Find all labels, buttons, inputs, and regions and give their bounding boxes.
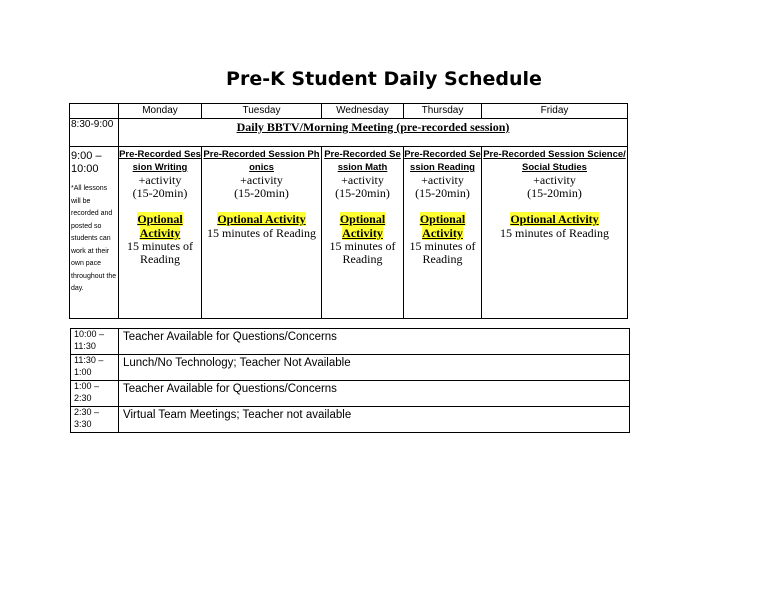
day-header-row [70, 104, 628, 119]
reading-text: 15 minutes of Reading [409, 239, 476, 266]
lesson-cell-wednesday [322, 147, 404, 319]
time-cell: 11:30 – 1:00 [71, 355, 119, 381]
time-cell: 2:30 – 3:30 [71, 407, 119, 433]
day-header: Friday [482, 104, 628, 119]
page-title: Pre-K Student Daily Schedule [226, 68, 542, 90]
day-header: Tuesday [202, 104, 322, 119]
availability-text: Virtual Team Meetings; Teacher not available [119, 407, 630, 433]
table-row [71, 355, 630, 381]
lesson-cell-tuesday [202, 147, 322, 319]
day-header: Thursday [404, 104, 482, 119]
duration-text: (15-20min) [527, 186, 582, 200]
session-subject: Pre-Recorded Session Math [324, 149, 401, 173]
day-header: Wednesday [322, 104, 404, 119]
time-cell: 1:00 – 2:30 [71, 381, 119, 407]
duration-text: (15-20min) [132, 186, 188, 200]
duration-text: (15-20min) [335, 186, 390, 200]
duration-text: (15-20min) [234, 186, 289, 200]
lesson-cell-thursday [404, 147, 482, 319]
lessons-note: *All lessons will be recorded and posted so students can work at their own pace throughout the day. [71, 185, 117, 292]
session-subject: Pre-Recorded Session Science/Social Studies [483, 149, 626, 173]
activity-text: +activity [138, 173, 182, 187]
optional-activity: Optional Activity [510, 212, 599, 226]
activity-text: +activity [240, 173, 283, 187]
optional-activity: Optional Activity [419, 212, 466, 240]
session-subject: Pre-Recorded Session Reading [404, 149, 481, 173]
lesson-cell-friday [482, 147, 628, 319]
time-cell: 10:00 – 11:30 [71, 329, 119, 355]
table-row [71, 381, 630, 407]
session-subject: Pre-Recorded Session Phonics [203, 149, 320, 173]
reading-text: 15 minutes of Reading [329, 239, 396, 266]
activity-text: +activity [421, 173, 464, 187]
corner-cell [70, 104, 119, 119]
time-start: 9:00 – [71, 150, 102, 162]
lesson-time-cell [70, 147, 119, 319]
reading-text: 15 minutes of Reading [500, 225, 609, 240]
session-subject: Pre-Recorded Session Writing [119, 149, 201, 173]
lesson-cell-monday [119, 147, 202, 319]
table-row [71, 329, 630, 355]
reading-text: 15 minutes of Reading [207, 225, 316, 240]
day-header: Monday [119, 104, 202, 119]
morning-meeting-row [70, 119, 628, 147]
activity-text: +activity [341, 173, 384, 187]
optional-activity: Optional Activity [137, 212, 183, 240]
availability-text: Teacher Available for Questions/Concerns [119, 381, 630, 407]
duration-text: (15-20min) [415, 186, 470, 200]
weekly-schedule-table [69, 103, 628, 319]
activity-text: +activity [533, 173, 576, 187]
time-end: 10:00 [71, 163, 99, 175]
reading-text: 15 minutes of Reading [127, 239, 193, 266]
lesson-row [70, 147, 628, 319]
time-cell: 8:30-9:00 [70, 119, 119, 147]
availability-text: Teacher Available for Questions/Concerns [119, 329, 630, 355]
optional-activity: Optional Activity [339, 212, 386, 240]
morning-meeting-cell: Daily BBTV/Morning Meeting (pre-recorded session) [119, 119, 628, 147]
optional-activity: Optional Activity [217, 212, 306, 226]
afternoon-availability-table [70, 328, 630, 433]
availability-text: Lunch/No Technology; Teacher Not Available [119, 355, 630, 381]
table-row [71, 407, 630, 433]
